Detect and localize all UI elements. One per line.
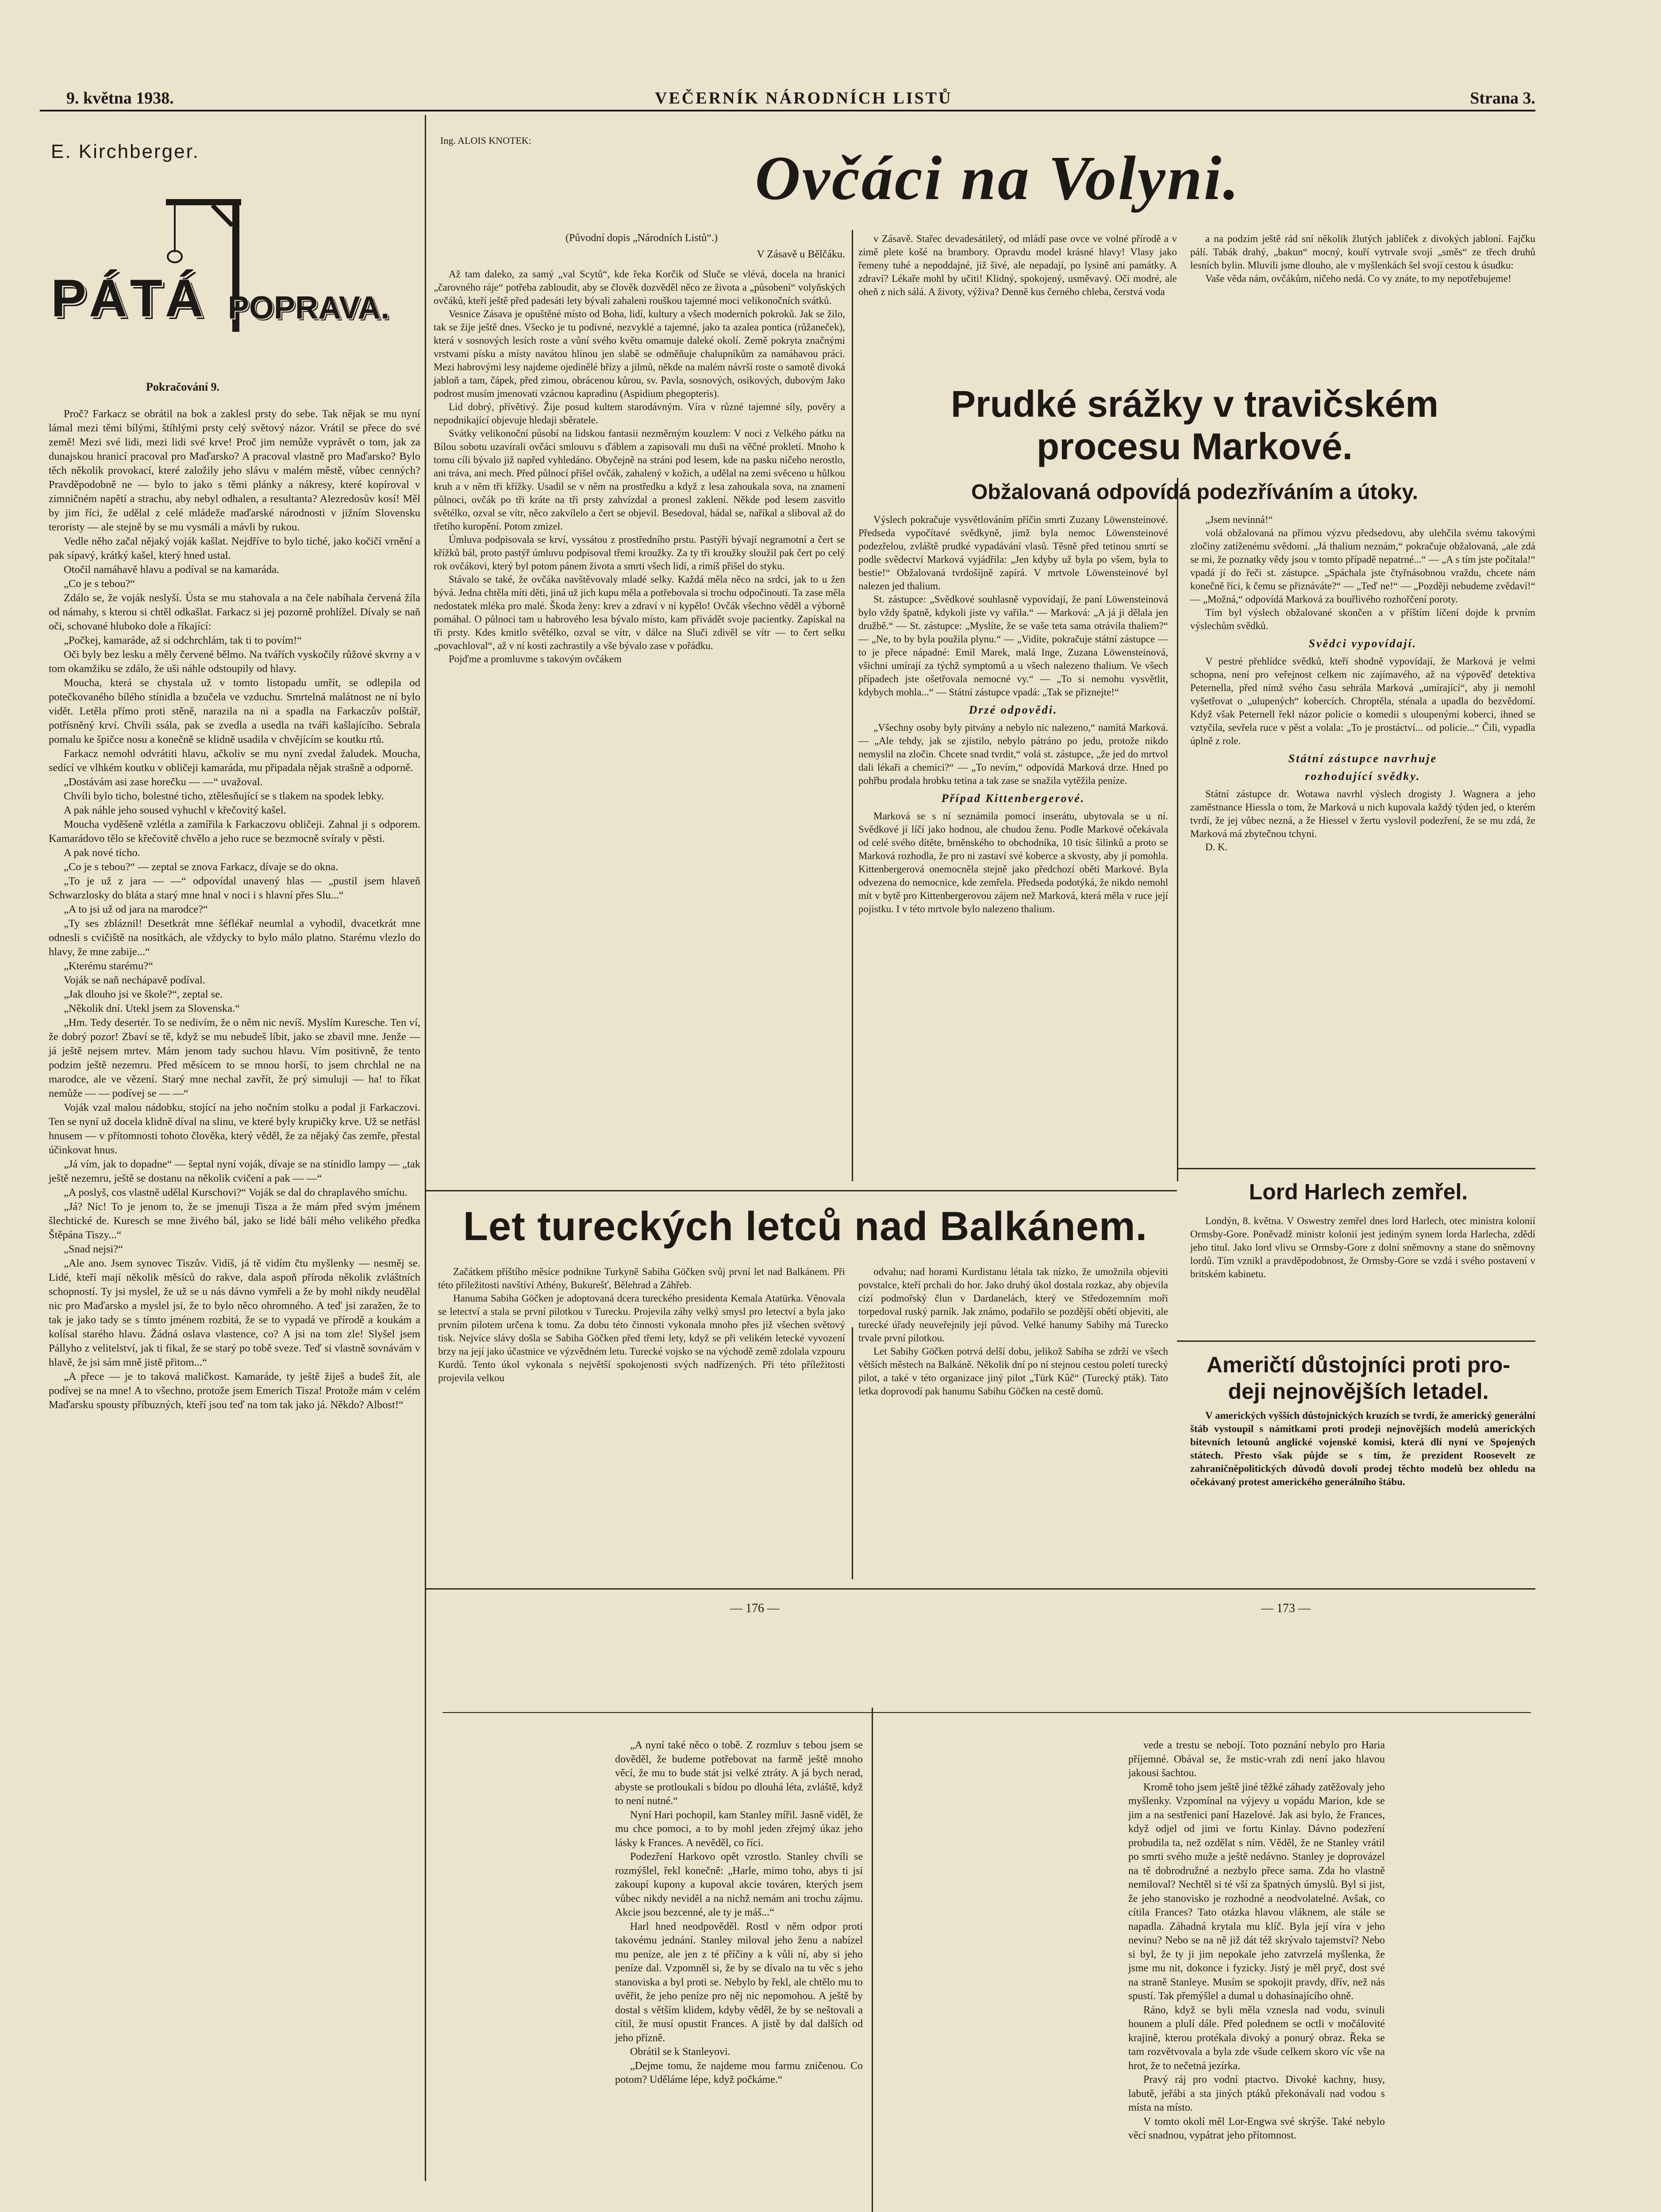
column-rule xyxy=(852,230,853,1181)
page-number: Strana 3. xyxy=(1470,89,1535,108)
section-rule xyxy=(1177,1168,1535,1169)
paragraph: vede a trestu se nebojí. Toto poznání nebylo pro Haria příjemné. Obával se, že mstic-vrah zdi není jako hlavou jakousi šachtou. xyxy=(1128,1740,1385,1779)
serial-author: E. Kirchberger. xyxy=(51,141,200,162)
title-line-2: deji nejnovějších letadel. xyxy=(1228,1379,1489,1404)
paragraph: Pojďme a promluvme s takovým ovčákem xyxy=(449,653,622,664)
paragraph: Moucha vyděšeně vzlétla a zamířila k Farkaczovu obličeji. Zahnal ji s odporem. Kamarádovo tělo se křečovitě chvělo a jeho ruce se bezmocně svíraly v pěsti. xyxy=(49,818,420,845)
paragraph: Svátky velikonoční působí na lidskou fantasii nezměrným kouzlem: V noci z Velkého pátku na Bílou sobotu uzavírali ovčáci smlouvu s ďáblem a zapisovali mu duši na věčné prokletí. Mnoho k tomu cíli bývalo již napřed vyhledáno. Obyčejně na stráni pod lesem, kde na pasku ničeho nerostlo, ani tráva, ani mech. Před půlnocí přišel ovčák, zahalený v kožich, a udělal na zemi svěceno u hůlkou kruh a v něm tři křížky. Usadil se v něm na prostředku a když z lesa zahoukala sova, na znamení půlnoci, ovčák po tři kráte na tři prsty zahvízdal a pronesl zaklení. Někde pod lesem zasvitlo světélko, ozval se vítr, něco zakvílelo a čert se objevil. Besedoval, hádal se, naříkal a sliboval až do třetího kuropění. Potom zmizel. xyxy=(434,428,845,532)
paragraph: „Hm. Tedy desertér. To se nedivím, že o něm nic nevíš. Myslím Kuresche. Ten ví, že dobrý pozor! Zbaví se tě, když se mu nebudeš líbit, jako se zbavil mne. Jenže — já ještě nejsem mrtev. Mám jenom tady suchou hlavu. Vím positivně, že tento podzim ještě nezemru. Před měsícem to se mnou horší, to jsem chrchlal ne na marodce, ale ve vězení. Starý mne nechal zavřít, že prý simuluji — ha! to říkat nemůže — — podívej se — —“ xyxy=(49,1017,420,1099)
paragraph: „Jak dlouho jsi ve škole?“, zeptal se. xyxy=(64,988,223,1000)
paragraph: Voják se naň nechápavě podíval. xyxy=(64,974,205,986)
paragraph: St. zástupce: „Svědkové souhlasně vypovídají, že paní Löwensteinová bylo vždy špatně, kdykoli jiste vy vařila.“ — Marková: „A já ji dělala jen družbě.“ — St. zástupce: „Myslíte, že se vaše teta sama otrávila thaliem?“ — „Ne, to by byla použila plynu.“ — „Vidíte, pokračuje státní zástupce — to je přece nápadné: Emil Marek, malá Inge, Zuzana Löwensteinová, všichni umírají za týchž symptomů a u všech nalezeno thalium. Ve všech případech jste ošetřovala nemocné vy.“ — „To si nemohu vysvětlit, kdybych mohla...“ — Státní zástupce vpadá: „Tak se přiznejte!“ xyxy=(858,594,1168,698)
paragraph: Tím byl výslech obžalované skončen a v příštím líčení dojde k prvním výslechům svědků. xyxy=(1190,607,1535,631)
title-line-2: procesu Markové. xyxy=(1036,426,1353,467)
harlech-text: Londýn, 8. května. V Oswestry zemřel dnes lord Harlech, otec ministra kolonií Ormsby-Gore. Poněvadž ministr kolonií jest jediným synem lorda Harlecha, zdědí jeho titul. Jako lord vlivu se Ormsby-Gore z dolní sněmovny a stane do sněmovny lordů. Tím vznikl a pravděpodobnost, že Ormsby-Gore se vzdá i svého postavení v britském kabinetu. xyxy=(1190,1215,1535,1279)
novel-page-left: — 176 — xyxy=(730,1601,780,1615)
column-rule xyxy=(852,1327,853,1579)
paragraph: Harl hned neodpověděl. Rostl v něm odpor proti takovému jednání. Stanley miloval jeho ženu a nabízel mu peníze, ale jen z té příčiny a k vůli ní, aby si jeho peníze dal. Vzpomněl si, že by se dívalo na tu věc s jeho stanoviska a byl proti se. Nebylo by řekl, ale chtělo mu to uvěřit, že jeho peníze pro něj nic nepomohou. A ještě by dostal s větším klidem, kdyby věděl, že by se neštovali a cítil, že musí opustit Frances. A jistě by dal dalších od jeho přízně. xyxy=(615,1920,863,2044)
article-origin: (Původní dopis „Národních Listů“.) xyxy=(565,232,718,244)
paragraph: „Ty ses zbláznil! Desetkrát mne šéflékař neumlal a vyhodil, dvacetkrát mne odnesli s cvičiště na nosítkách, ale vždycky to bylo málo platno. Starému vlezlo do hlavy, že mne zabije...“ xyxy=(49,918,420,958)
paragraph: „Co je s tebou?“ — zeptal se znova Farkacz, dívaje se do okna. xyxy=(64,861,338,873)
paragraph: Vaše věda nám, ovčákům, ničeho nedá. Co vy znáte, to my nepotřebujeme! xyxy=(1205,273,1511,284)
serial-logo-text-a: PÁTÁ xyxy=(51,269,206,328)
paragraph: „Snad nejsi?“ xyxy=(64,1243,123,1255)
paragraph: Výslech pokračuje vysvětlováním příčin smrti Zuzany Löwensteinové. Předseda vypočítavé svědkyně, jimž byla nemoc Löwensteinové podezřelou, zvláště prudké vypadávání vlasů. Těsně před tetinou smrtí se podle svědectví Marková vyjádřila: „Jen kdyby už byla po všem, byla to bestie!“ Obžalovaná tvrdošíjně zapírá. V mrtvole Löwensteinové byl nalezen jed thalium. xyxy=(858,514,1168,591)
paragraph: „Kterému starému?“ xyxy=(64,960,154,972)
paragraph: „Jsem nevinná!“ xyxy=(1205,514,1273,525)
paragraph: „A přece — je to taková maličkost. Kamaráde, ty ještě žiješ a budeš žít, ale podívej se na mne! A to všechno, protože jsem Emerich Tisza! Protože mám v celém Maďarsku spousty příbuzných, kteří jsou teď na tom tak jako já. Někdo? Albost!“ xyxy=(49,1371,420,1411)
paragraph: A pak náhle jeho soused vyhuchl v křečovitý kašel. xyxy=(64,804,286,816)
paragraph: D. K. xyxy=(1205,841,1228,853)
paragraph: Hanuma Sabiha Göčken je adoptovaná dcera tureckého presidenta Kemala Atatürka. Věnovala se letectví a stala se první pilotkou v Turecku. Projevila záhy velký smysl pro letectví a byla jako prvním pilotem určena k tomu. Za dobu této činnosti vykonala mnoho přes již všechen světový tisk. Nejvíce slávy došla se Sabiha Göčken před třemi lety, když se při velikém letecké vyvození brzy na její jako účastnice ve výzvědném letu. Turecké vojsko se na východě země zdolala vzpouru Kurdů. Tento úkol vykonala s největší spokojenosti svých nadřízených. Při této příležitosti projevila velkou xyxy=(438,1293,845,1383)
paragraph: „Já? Nic! To je jenom to, že se jmenuji Tisza a že mám před svým jménem šlechtické de. Kuresch se mne živého bál, jako se lidé bálí mého velikého předka Štěpána Tiszy...“ xyxy=(49,1201,420,1241)
subheading: Svědci vypovídají. xyxy=(1308,637,1417,650)
article-title-harlech: Lord Harlech zemřel. xyxy=(1249,1179,1468,1204)
masthead-title: VEČERNÍK NÁRODNÍCH LISTŮ xyxy=(655,89,953,108)
paragraph: Nyní Hari pochopil, kam Stanley mířil. Jasně viděl, že mu chce pomoci, a to by mohl jeden zřejmý úkaz jeho lásky k Frances. A nevěděl, co říci. xyxy=(615,1809,863,1849)
novel-rule xyxy=(442,1712,1531,1713)
paragraph: „Ale ano. Jsem synovec Tiszův. Vidíš, já tě vidím čtu myšlenky — nesměj se. Lidé, kteří mají několik měsíců do rakve, dala aspoň příroda několik zvláštních schopností. Ty jsi myslel, že už se u nás dávno vymřeli a že by mohl nikdy neudělal nic pro Maďarsko a myslel jsi, že to bylo něco ohromného. A teď jsi zaražen, že to tak je jako tady se s tímto jménem rozbitá, že se to vypadá ve přírodě a koukám a kolísal starého hlavu. Žádná oslava vlastence, co? A jsi na tom zle! Slyšel jsem Pállyho z velitelství, jak ti fikal, že se starý po tobě sveze. Teď si vlastně sovnávám v hlavě, že jsi sám mně jistě přitom...“ xyxy=(49,1257,420,1368)
paragraph: Moucha, která se chystala už v tomto listopadu umřít, se odlepila od potečkovaného bílého stínidla a bzučela ve vzduchu. Smrtelná malátnost ne ní bylo vidět. Letěla přímo proti stěně, narazila na ni a spadla na Farkaczův polštář, potřísněný krví. Chvíli ssála, pak se zvedla a usedla na tváři kašlajícího. Sebrala pomalu ke špičce nosu a konečně se klidně usadila v chvějícím se koutku rtů. xyxy=(49,677,420,745)
paragraph: V pestré přehlídce svědků, kteří shodně vypovídají, že Marková je velmi schopna, není pro veřejnost celkem nic zajímavého, až na výpověď detektiva Peternella, před nímž svého času sehrála Marková „umírající“, aby ji nemohl vyšetřovat o „ulupených“ kobercích. Chroptěla, sténala a upadla do bezvědomí. Když však Peternell řekl názor policie o komedii s uloupenými koberci, ihned se vztyčila, sevřela ruce v pěst a volala: „To je prostáctví... od policie...“ Čili, vypadla úplně z role. xyxy=(1190,656,1535,746)
paragraph: Státní zástupce dr. Wotawa navrhl výslech drogisty J. Wagnera a jeho zaměstnance Hiessla o tom, že Marková u nich kupovala každý týden jed, o kterém tvrdí, že jej vůbec nezná, a že Hiessel v žertu vyslovil podezření, že se mu zdá, že Marková má zbytečnou tchyni. xyxy=(1190,788,1535,839)
paragraph: „A to jsi už od jara na marodce?“ xyxy=(64,903,208,915)
novel-col-right xyxy=(1128,1739,1385,2143)
paragraph: „Počkej, kamaráde, až si odchrchlám, tak ti to povím!“ xyxy=(64,634,302,646)
section-rule xyxy=(425,1190,1177,1191)
paragraph: „Dejme tomu, že najdeme mou farmu zničenou. Co potom? Uděláme lépe, když počkáme.“ xyxy=(615,2060,863,2085)
paragraph: „Dostávám asi zase horečku — —“ uvažoval. xyxy=(64,776,263,788)
paragraph: a na podzim ještě rád sní několik žlutých jablíček z divokých jabloní. Fajčku pálí. Tabák drahý, „bakun“ mocný, kouří vytrvale svojí „směs“ ze třech druhů lesních bylin. Mluvili jsme dlouho, ale v myšlenkách šel svojí cestou k úsudku: xyxy=(1190,233,1535,271)
paragraph: Otočil namáhavě hlavu a podíval se na kamaráda. xyxy=(64,564,280,576)
subheading: Případ Kittenbergerové. xyxy=(941,792,1085,805)
paragraph: volá obžalovaná na přímou výzvu předsedovu, aby ulehčila svému takovými zločiny zatíženému svědomí. „Já thalium neznám,“ pokračuje obžalovaná, „ale zdá se mi, že poznatky vědy jsou v tomto případě nepatrné...“ — „A s tím jste počítala!“ vpadá jí do řeči st. zástupce. „Spáchala jste čtyřnásobnou vraždu, chcete nám konečně říci, k čemu se přiznáváte?“ — „Teď ne!“ — „Později nebudeme zvědaví!“ — „Možná,“ odpovídá Marková za bouřlivého rozhořčení poroty. xyxy=(1190,527,1535,605)
paragraph: Farkacz nemohl odvrátiti hlavu, ačkoliv se mu nyní zvedal žaludek. Moucha, sedící ve vlhkém koutku v obličeji kamaráda, mu připadala nějak strašně a odporně. xyxy=(49,748,420,774)
paragraph: Chvíli bylo ticho, bolestné ticho, ztělesňující se s tlakem na spodek lebky. xyxy=(64,790,384,802)
section-rule xyxy=(425,1588,1535,1590)
novel-col-left xyxy=(615,1739,863,2087)
paragraph: Obrátil se k Stanleyovi. xyxy=(630,2046,731,2058)
article-title-ovcaci: Ovčáci na Volyni. xyxy=(755,143,1241,213)
column-rule xyxy=(872,1708,873,2212)
ovcaci-col-1 xyxy=(434,268,845,666)
serial-logo-text-b: POPRAVA. xyxy=(228,290,390,326)
article-dateline: V Zásavě u Bělčáku. xyxy=(757,249,845,260)
paragraph: Pravý ráj pro vodní ptactvo. Divoké kachny, husy, labutě, jeřábi a sta jiných ptáků překonávali nad vodou s místa na místo. xyxy=(1128,2074,1385,2113)
article-title-letci: Let tureckých letců nad Balkánem. xyxy=(463,1204,1148,1249)
article-title-markova xyxy=(858,383,1531,468)
paragraph: „To je už z jara — —“ odpovídal unavený hlas — „pustil jsem hlaveň Schwarzlosky do bláta a starý mne hnal v noci i s hlavní přes Slu...“ xyxy=(49,875,420,901)
paragraph: v Zásavě. Stařec devadesátiletý, od mládí pase ovce ve volné přírodě a v zimě plete košé na brambory. Opravdu model krásné hlavy! Vlasy jako řemeny tuhé a nepoddajné, již šivé, ale nepadají, po lysině ani památky. A zdraví? Lékaře mohl by učiti! Klidný, spokojený, usměvavý. Oči modré, ale oheň z nich sálá. A životy, výživa? Denně kus černého chleba, čerstvá voda xyxy=(858,233,1177,297)
paragraph: „A nyní také něco o tobě. Z rozmluv s tebou jsem se dověděl, že budeme potřebovat na farmě ještě mnoho věcí, že mu to bude stát jsi velké ztráty. A já bych nerad, abyste se protloukali s bídou po dlouhá léta, zvláště, když to není nutné.“ xyxy=(615,1740,863,1807)
paragraph: Oči byly bez lesku a měly červené bělmo. Na tvářích vyskočily růžové skvrny a v tom okamžiku se zdálo, že uši náhle odstoupily od hlavy. xyxy=(49,649,420,675)
paragraph: Až tam daleko, za samý „val Scytů“, kde řeka Korčik od Sluče se vlévá, docela na hranici „čarovného ráje“ potřeba zabloudit, aby se člověk dozvěděl něco ze života a „působení“ volyňských ovčáků, kteří ještě před padesáti lety bývali zahaleni rouškou tajemné moci velikonočních svátků. xyxy=(434,269,845,306)
page-header xyxy=(40,88,1535,111)
paragraph: Ráno, když se byli měla vznesla nad vodu, svinuli hounem a plulí dále. Před polednem se octli v močálovité krajině, kterou protékala divoký a ponurý obraz. Řeka se tam rozvětvovala a byla zde všude celkem skoro víc vše na hrot, že to nečetná jezírka. xyxy=(1128,2004,1385,2072)
novel-page-right: — 173 — xyxy=(1261,1601,1311,1615)
markova-col-2 xyxy=(1190,513,1535,854)
letci-col-1 xyxy=(438,1265,845,1385)
paragraph: Úmluva podpisovala se krví, vyssátou z prostředního prstu. Pastýři bývají negramotní a čert se křížků bál, proto pastýř úmluvu podpisoval třemi kroužky. Za ty tři kroužky sloužil pak čert po celý rok ovčákovi, který byl potom pánem života a smrti všech lidí, a rimíš přišel do styku. xyxy=(434,534,845,572)
column-rule xyxy=(425,115,426,2181)
paragraph: odvahu; nad horami Kurdistanu létala tak nízko, že umožnila objeviti povstalce, kteří prchali do hor. Jako druhý úkol dostala rozkaz, aby objevila cizí podmořský člun v Dardanelách, který ve Středozemním moři torpedoval ruský parník. Jak známo, podařilo se pozdější obětí objeviti, ale turecké úřady neuveřejnily její původ. Velké hanumy Sabihy má Turecko trvale první pilotkou. xyxy=(858,1266,1168,1344)
serial-continuation: Pokračování 9. xyxy=(146,380,220,393)
paragraph: V tomto okolí měl Lor-Engwa své skrýše. Také nebylo věcí snadnou, vypátrat jeho přítomnost. xyxy=(1128,2116,1385,2141)
paragraph: Voják vzal malou nádobku, stojící na jeho nočním stolku a podal ji Farkaczovi. Ten se nyní už docela klidně díval na slinu, ve které byly krupičky krve. Už se netřásl hnusem — v přítomnosti tohoto člověka, který věděl, že za nějaký čas zemře, přestal účinkovat hnus. xyxy=(49,1102,420,1156)
paragraph: Let Sabihy Göčken potrvá delší dobu, jelikož Sabiha se zdrží ve všech větších městech na Balkáně. Několik dní po ní stejnou cestou poletí turecký pilot, a také v této organizace jiný pilot „Türk Kûč“ (Turecký pták). Tato letka doprovodí pak hanumu Sabihu Göčken na cestě domů. xyxy=(858,1346,1168,1397)
paragraph: A pak nové ticho. xyxy=(64,847,140,859)
paragraph: Vesnice Zásava je opuštěné místo od Boha, lidí, kultury a všech moderních pokroků. Jak se žilo, tak se žije ještě dnes. Všecko je tu podivné, nezvyklé a tajemné, jako ta azalea pontica (růžaneček), která v sosnových lesích roste a vůní svého květu omamuje daleké okolí. Země pokryta značnými vrstvami písku a místy navátou hlínou jen slabě se odměňuje chalupníkům za namáhavou práci. Mezi habrovými lesy najdeme ojedinělé břízy a jilmů, někde na malém návrší roste o samotě divoká jabloň a tam, čápek, před zimou, obrácenou kůrou, sv. Pavla, sosnových, osikových, dubovým Jako podrost musím jmenovati vzácnou kapradinu (Aspidium phegopteris). xyxy=(434,308,845,399)
serial-text xyxy=(49,407,420,1412)
paragraph: Proč? Farkacz se obrátil na bok a zaklesl prsty do sebe. Tak nějak se mu nyní lámal mezi těmi bílými, štíhlými prsty celý světový názor. Vrátil se přece do své země! Mezi své lidi, mezi lidi své krve! Proč jim nemůže vyprávět o tom, jak za dunajskou hranicí pracoval pro Maďarsko? A pracoval vlastně pro Maďarsko? Bylo těch několik provokací, které založily jeho slávu v malém městě, vůbec cenných? Pravděpodobně ne — bylo to jako s těmi plánky a nákresy, které kopíroval v zimničném napětí a strachu, aby nebyl odhalen, a resultanta? Alezredosův kosí! Měl by jim říci, že udělal z celé mládeže maďarské národnosti v jižním Slovensku teroristy — ale stejně by se mu vysmáli a mávli by rukou. xyxy=(49,408,420,533)
section-rule xyxy=(1177,1340,1535,1342)
paragraph: Začátkem příštího měsíce podnikne Turkyně Sabiha Göčken svůj první let nad Balkánem. Při této příležitosti navštíví Athény, Bukurešť, Bělehrad a Záhřeb. xyxy=(438,1266,845,1290)
paragraph: Podezření Harkovo opět vzrostlo. Stanley chvíli se rozmýšlel, řekl konečně: „Harle, mimo toho, abys ti jsi zakoupí kupony a kupoval akcie továren, kterých jsem vůbec nikdy neviděl a na nichž nemám ani trochu zájmu. Akcie jsou bezcenné, ale ty je máš...“ xyxy=(615,1851,863,1918)
title-line-1: Prudké srážky v travičském xyxy=(950,383,1439,425)
serial-logo xyxy=(46,186,409,389)
column-rule xyxy=(1177,478,1178,1181)
paragraph: Kromě toho jsem ještě jiné těžké záhady zatěžovaly jeho myšlenky. Vzpomínal na výjevy u vopádu Marion, kde se jim a na sestřenici paní Hazelové. Jak asi bylo, že Frances, když odjel od jimi ve fortu Kinlay. Dávno podezření probudila ta, než ozdělat s ním. Věděl, že ne Stanley vrátil po smrti svého muže a ještě nedávno. Stanley je doprovázel na tě dobrodružné a nezbylo přece sama. Zda ho vlastně nemiloval? Nechtěl si té vší za špatných úmyslů. Byl si jist, že jeho stanovisko je rozhodné a neodvolatelné. Avšak, co cítila Frances? Tato otázka hlavou vláknem, ale stále se napadla. Záhadná krytala mu klíč. Byla její víra v jeho nevinu? Nebo se na ně již dát též skrývalo tajemství? Nebo si byl, že ty ji jim nepokale jeho zatvrzelá myšlenka, že jsme mu nit, dokonce i fyzicky. Jistý je měl pryč, dost své na straně Stanleye. Musím se spokojit pravdy, dřív, než nás spustí. Tak přemýšlel a dumal u dohasínajícího ohně. xyxy=(1128,1781,1385,2002)
ovcaci-col-2 xyxy=(858,232,1177,299)
letci-col-2 xyxy=(858,1265,1168,1398)
paragraph: Marková se s ní seznámila pomocí inserátu, ubytovala se u ní. Svědkové jí líčí jako hodnou, ale chudou ženu. Podle Markové očekávala od celé svého dítěte, brněnského to obchodníka, 10 tisíc šilinků a proto se Marková rozhodla, že pro ni zastaví své koberce a skvosty, aby jí pomohla. Kittenbergerová onemocněla stejně jako předchozí oběti Markové. Byla odvezena do nemocnice, kde zemřela. Předseda podotýká, že nikdo nemohl mít v bytě pro Kittenbergerovou zájem než Marková, která měla v ruce její pojistku. I v této mrtvole bylo nalezeno thalium. xyxy=(858,810,1168,914)
paragraph: „Co je s tebou?“ xyxy=(64,578,135,590)
americti-text: V amerických vyšších důstojnických kruzích se tvrdí, že americký generální štáb vystoupil s námitkami proti prodeji nejnovějších modelů amerických bitevních letounů anglické vojenské komisi, která dlí nyní ve Spojených státech. Přesto však půjde se s tím, že prezident Roosevelt ze zahraničněpolitických důvodů dovolí prodej těchto modelů bez ohledu na očekávaný protest amerického generálního štábu. xyxy=(1190,1410,1535,1487)
paragraph: „A poslyš, cos vlastně udělal Kurschovi?“ Voják se dal do chraplavého smíchu. xyxy=(64,1187,408,1198)
paragraph: Stávalo se také, že ovčáka navštěvovaly mladé selky. Každá měla něco na srdci, jak to u žen bývá. Jedna chtěla míti děti, jiná už jich kupu měla a potřebovala si trochu odpočinouti. Ta zase měla nedostatek mléka pro malé. Škoda ženy: krev a zdraví v ní kypělo! Ovčák všechno věděl a výborně pomáhal. O půlnoci tam u habrového lesa bývalo místo, kam přivádět svoje pacientky. Zapískal na tři prsty. Kdes kmitlo světélko, ozval se vítr, v dálce na Sluči zdivěl se vítr — to čert selku „povachloval“, až v ní kosti zachrastily a vše bývalo zase v pořádku. xyxy=(434,574,845,651)
paragraph: „Všechny osoby byly pitvány a nebylo nic nalezeno,“ namítá Marková. — „Ale tehdy, jak se zjistilo, nebylo pátráno po jedu, protože nikdo nemyslil na zločin. Chcete snad tvrdit,“ volá st. zástupce, „že jed do mrtvol dali lékaři a chemici?“ — „To nevím,“ odpovídá Marková drze. Hned po pohřbu prodala hrobku tetina a tak zase se snažila vytěžila peníze. xyxy=(858,722,1168,786)
paragraph: Lid dobrý, přívětivý. Žije posud kultem starodávným. Víra v různé tajemné síly, pověry a nepodnikající objevuje hledaji sběratele. xyxy=(434,401,845,426)
article-title-americti xyxy=(1186,1352,1531,1405)
ovcaci-col-3 xyxy=(1190,232,1535,285)
title-line-1: Američtí důstojníci proti pro- xyxy=(1206,1352,1511,1377)
article-author: Ing. ALOIS KNOTEK: xyxy=(440,135,531,146)
markova-col-1 xyxy=(858,513,1168,916)
issue-date: 9. května 1938. xyxy=(66,89,174,108)
subheading: rozhodující svědky. xyxy=(1305,770,1421,783)
paragraph: „Já vím, jak to dopadne“ — šeptal nyní voják, dívaje se na stínidlo lampy — „tak ještě nezemru, ještě se dostanu na několik cvičení a pak — —“ xyxy=(49,1158,420,1184)
subheading: Státní zástupce navrhuje xyxy=(1288,752,1438,765)
paragraph: „Několik dní. Utekl jsem za Slovenska.“ xyxy=(64,1002,240,1014)
article-subtitle-markova: Obžalovaná odpovídá podezříváním a útoky. xyxy=(971,480,1418,504)
paragraph: Vedle něho začal nějaký voják kašlat. Nejdříve to bylo tiché, jako kočičí vrnění a pak sípavý, krátký kašel, který hned ustal. xyxy=(49,535,420,561)
paragraph: Zdálo se, že voják neslyší. Ústa se mu stahovala a na čele nabíhala červená žíla od námahy, s kterou si chtěl odkašlat. Farkacz si jej pozorně prohlížel. Dívaly se naň oči, schované hluboko dole a říkající: xyxy=(49,592,420,632)
subheading: Drzé odpovědi. xyxy=(969,703,1058,716)
